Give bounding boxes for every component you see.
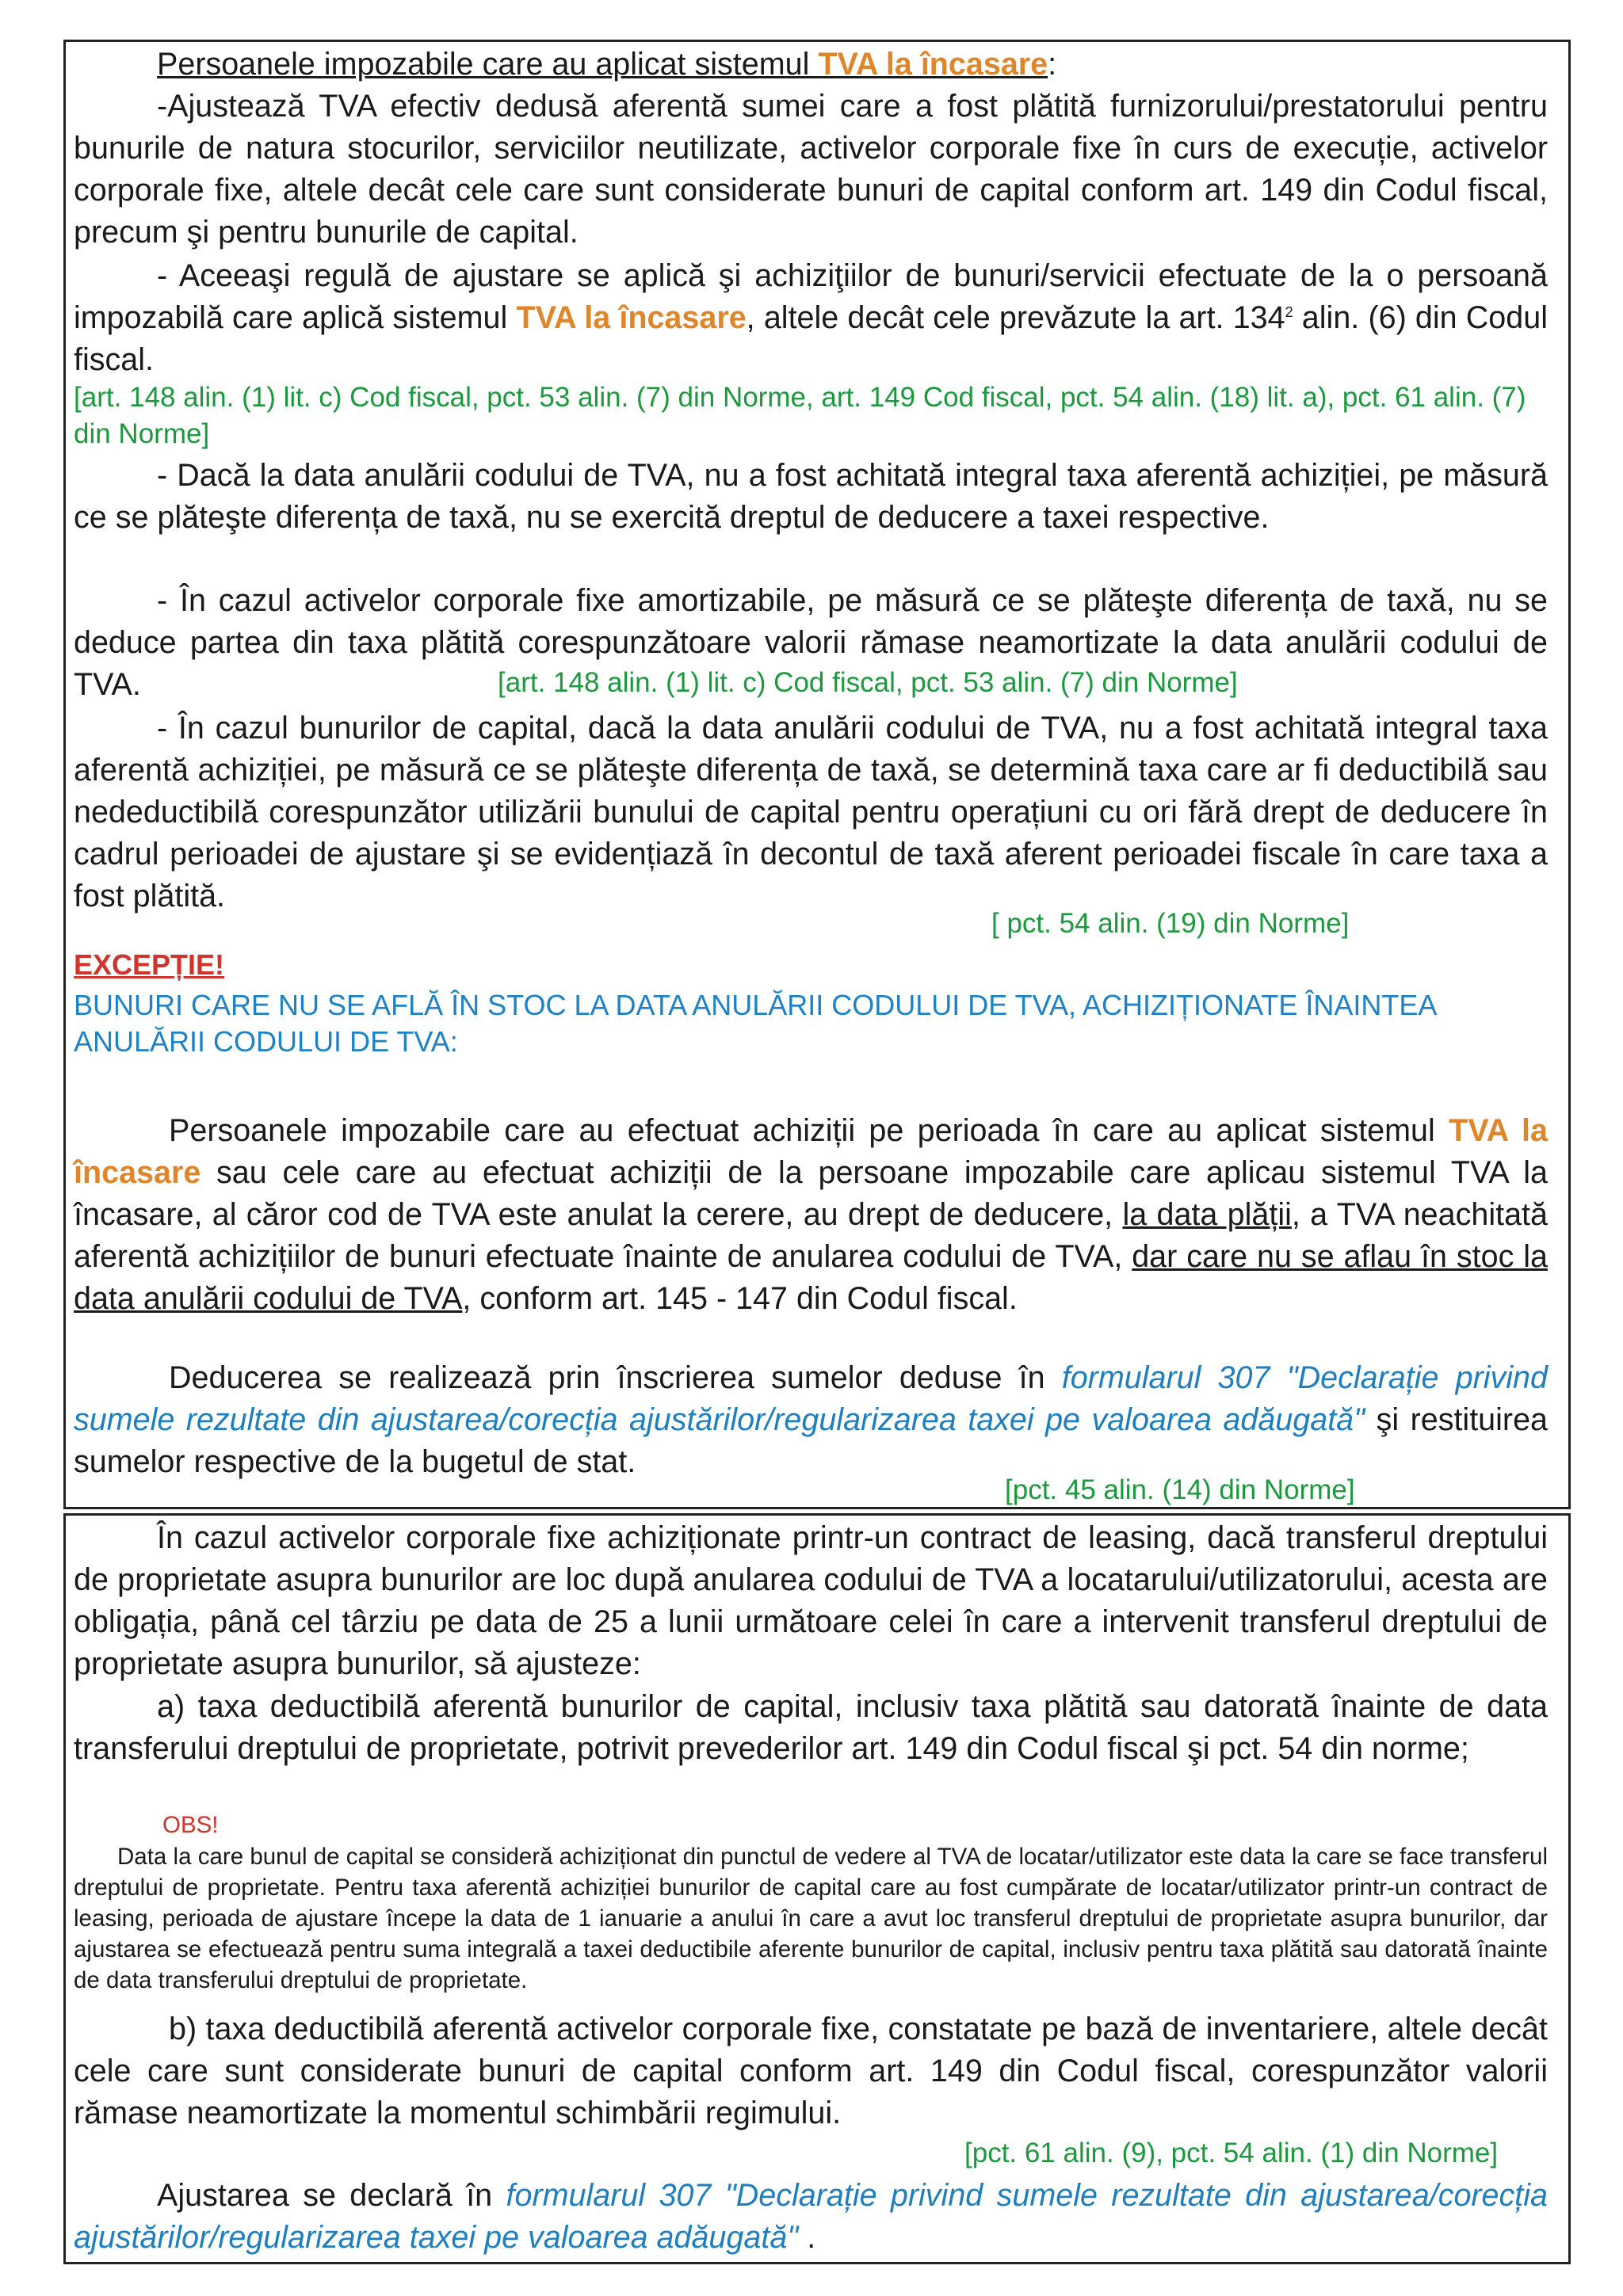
form-307-reference: formularul 307 "Declarație privind sumele rezultate din ajustarea/corecția ajustărilor/regularizarea taxei pe valoarea adăugată" bbox=[74, 2178, 1548, 2255]
panel-heading: Persoanele impozabile care au aplicat sistemul TVA la încasare: bbox=[157, 47, 1057, 82]
legal-citation: [pct. 61 alin. (9), pct. 54 alin. (1) din Norme] bbox=[964, 2138, 1499, 2168]
paragraph-deduction-right: Persoanele impozabile care au efectuat achiziții pe perioada în care au aplicat sistemul TVA la încasare sau cele care au efectuat achiziții de la persoane impozabile care aplicau sistemul TVA la încasare, al căror cod de TVA este anulat la cerere, au drept de deducere, la data plății, a TVA neachitată aferentă achizițiilor de bunuri efectuate înainte de anularea codului de TVA, dar care nu se aflau în stoc la data anulării codului de TVA, conform art. 145 - 147 din Codul fiscal. bbox=[74, 1113, 1548, 1316]
exception-title: BUNURI CARE NU SE AFLĂ ÎN STOC LA DATA ANULĂRII CODULUI DE TVA, ACHIZIȚIONATE ÎNAINTEA ANULĂRII CODULUI DE TVA: bbox=[74, 989, 1436, 1058]
paragraph-form-307: Deducerea se realizează prin înscrierea sumelor deduse în formularul 307 "Declarație privind sumele rezultate din ajustarea/corecția ajustărilor/regularizarea taxei pe valoarea adăugată" şi restituirea sumelor respective de la bugetul de stat. bbox=[74, 1360, 1549, 1479]
paragraph-capital-goods: - În cazul bunurilor de capital, dacă la data anulării codului de TVA, nu a fost achitată integral taxa aferentă achiziției, pe măsură ce se plăteşte diferența de taxă, se determină taxa care ar fi deductibilă sau nedeductibilă corespunzător utilizării bunului de capital pentru operațiuni cu ori fără drept de deducere în cadrul perioadei de ajustare şi se evidențiază în decontul de taxă aferent perioadei fiscale în care taxa a fost plătită. bbox=[74, 711, 1548, 913]
paragraph-declaration: Ajustarea se declară în formularul 307 "Declarație privind sumele rezultate din ajustarea/corecția ajustărilor/regularizarea taxei pe valoarea adăugată" . bbox=[74, 2178, 1548, 2255]
legal-citation: [art. 148 alin. (1) lit. c) Cod fiscal, pct. 53 alin. (7) din Norme] bbox=[498, 667, 1238, 698]
exception-label: EXCEPȚIE! bbox=[74, 948, 225, 981]
legal-citation: [pct. 45 alin. (14) din Norme] bbox=[1005, 1474, 1355, 1505]
legal-citation: [ pct. 54 alin. (19) din Norme] bbox=[991, 908, 1350, 939]
paragraph-adjust-vat: -Ajustează TVA efectiv dedusă aferentă sumei care a fost plătită furnizorului/prestatorului pentru bunurile de natura stocurilor, serviciilor neutilizate, activelor corporale fixe în curs de execuție, activelor corporale fixe, altele decât cele care sunt considerate bunuri de capital conform art. 149 din Codul fiscal, precum şi pentru bunurile de capital. bbox=[74, 89, 1548, 250]
tva-incasare-highlight: TVA la încasare bbox=[74, 1113, 1548, 1190]
obs-text: Data la care bunul de capital se consideră achiziționat din punctul de vedere al TVA de locatar/utilizator este data la care se face transferul dreptului de proprietate. Pentru taxa aferentă achiziției bunurilor de capital care au fost cumpărate de locatar/utilizator printr-un contract de leasing, perioada de ajustare începe la data de 1 ianuarie a anului în care a avut loc transferul dreptului de proprietate asupra bunurilor, dar ajustarea se efectuează pentru suma integrală a taxei deductibile aferente bunurilor de capital, inclusiv pentru taxa plătită sau datorată înainte de data transferului dreptului de proprietate. bbox=[74, 1844, 1548, 1993]
tva-incasare-highlight: TVA la încasare bbox=[818, 47, 1048, 82]
lower-panel bbox=[63, 1513, 1571, 2264]
obs-label: OBS! bbox=[162, 1812, 219, 1838]
form-307-reference: formularul 307 "Declarație privind sumele rezultate din ajustarea/corecția ajustărilor/regularizarea taxei pe valoarea adăugată" bbox=[74, 1360, 1548, 1437]
paragraph-unpaid-tax: - Dacă la data anulării codului de TVA, nu a fost achitată integral taxa aferentă achiziției, pe măsură ce se plăteşte diferența de taxă, nu se exercită dreptul de deducere a taxei respective. bbox=[74, 458, 1548, 535]
tva-incasare-highlight: TVA la încasare bbox=[516, 300, 747, 335]
item-b-fixed-assets: b) taxa deductibilă aferentă activelor corporale fixe, constatate pe bază de inventariere, altele decât cele care sunt considerate bunuri de capital conform art. 149 din Codul fiscal, corespunzător valorii rămase neamortizate la momentul schimbării regimului. bbox=[74, 2012, 1548, 2130]
item-a-capital-goods: a) taxa deductibilă aferentă bunurilor de capital, inclusiv taxa plătită sau datorată înainte de data transferului dreptului de proprietate, potrivit prevederilor art. 149 din Codul fiscal şi pct. 54 din norme; bbox=[74, 1689, 1548, 1766]
paragraph-leasing: În cazul activelor corporale fixe achiziționate printr-un contract de leasing, dacă transferul dreptului de proprietate asupra bunurilor are loc după anularea codului de TVA a locatarului/utilizatorului, acesta are obligația, până cel târziu pe data de 25 a lunii următoare celei în care a intervenit transferul dreptului de proprietate asupra bunurilor, să ajusteze: bbox=[74, 1520, 1548, 1681]
legal-citation: [art. 148 alin. (1) lit. c) Cod fiscal, pct. 53 alin. (7) din Norme, art. 149 Cod fiscal, pct. 54 alin. (18) lit. a), pct. 61 alin. (7) din Norme] bbox=[74, 382, 1526, 449]
paragraph-amortizable-assets: - În cazul activelor corporale fixe amortizabile, pe măsură ce se plăteşte diferența de taxă, nu se deduce partea din taxa plătită corespunzătoare valorii rămase neamortizate la data anulării codului de TVA. bbox=[74, 583, 1548, 702]
upper-panel bbox=[63, 40, 1571, 1509]
paragraph-same-rule: - Aceeaşi regulă de ajustare se aplică şi achiziţiilor de bunuri/servicii efectuate de la o persoană impozabilă care aplică sistemul TVA la încasare, altele decât cele prevăzute la art. $134^2$ alin. (6) din Codul fiscal. bbox=[74, 258, 1548, 377]
